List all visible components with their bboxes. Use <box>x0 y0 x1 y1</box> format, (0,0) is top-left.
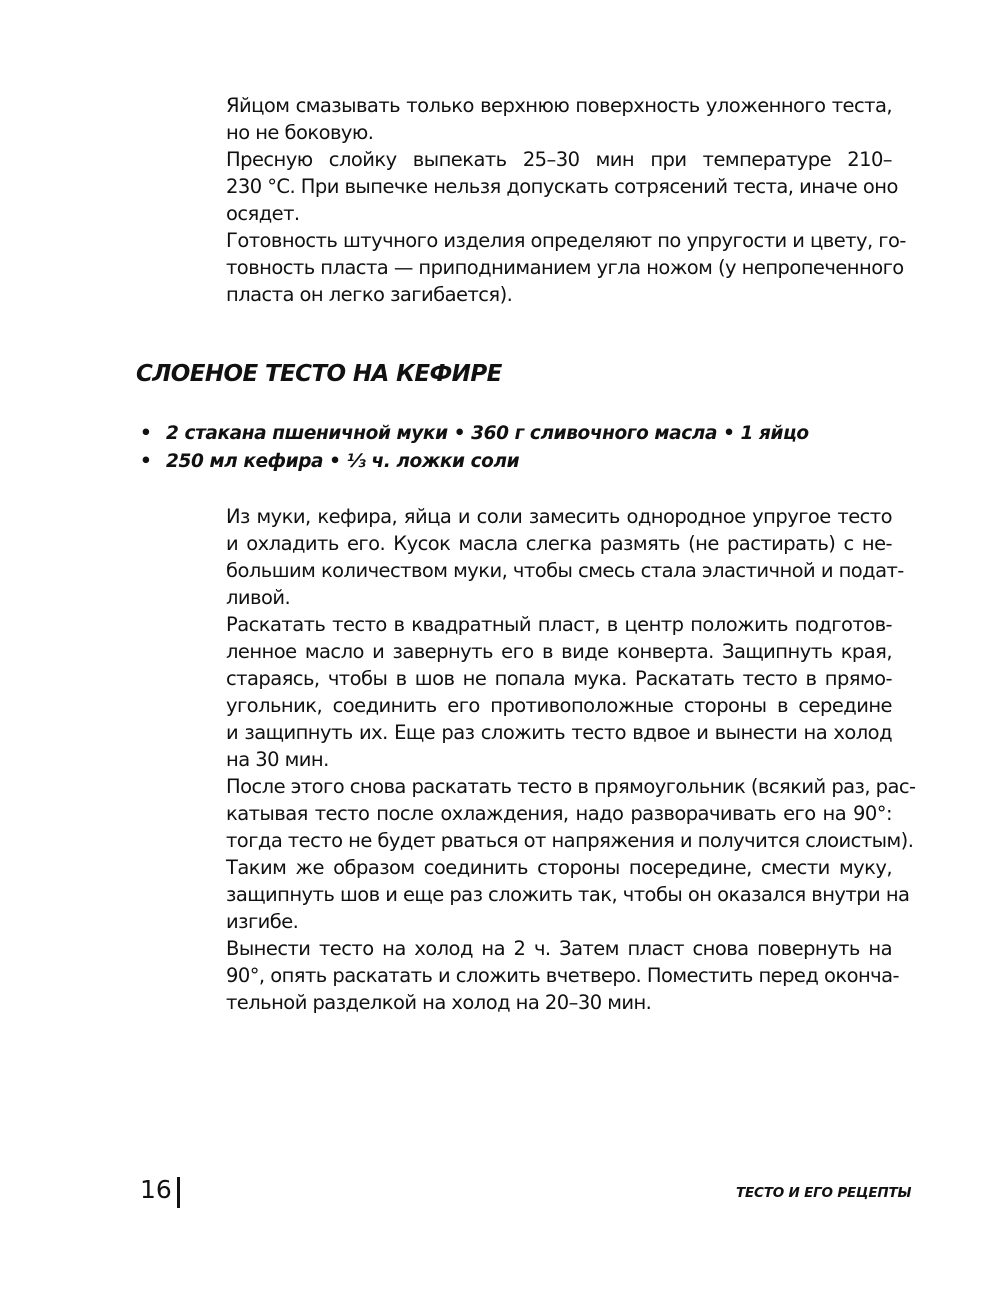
footer-divider <box>177 1177 180 1208</box>
instruction-line: ленное масло и завернуть его в виде конверта. Защипнуть края, <box>226 640 892 663</box>
recipe-title: СЛОЕНОЕ ТЕСТО НА КЕФИРЕ <box>136 361 502 387</box>
instruction-line: Из муки, кефира, яйца и соли замесить однородное упругое тесто <box>226 505 892 528</box>
intro-line: но не боковую. <box>226 121 374 144</box>
intro-line: Готовность штучного изделия определяют по упругости и цвету, го- <box>226 229 906 252</box>
ingredient-text: 250 мл кефира • ⅓ ч. ложки соли <box>166 451 520 472</box>
recipe-instructions <box>226 503 916 1016</box>
bullet-icon: • <box>140 451 152 472</box>
intro-paragraphs <box>226 92 906 308</box>
ingredient-text: 2 стакана пшеничной муки • 360 г сливочного масла • 1 яйцо <box>166 423 809 444</box>
ingredient-list <box>140 420 900 476</box>
instruction-line: 90°, опять раскатать и сложить вчетверо. Поместить перед оконча- <box>226 964 899 987</box>
instruction-line: и защипнуть их. Еще раз сложить тесто вдвое и вынести на холод <box>226 721 892 744</box>
intro-line: Яйцом смазывать только верхнюю поверхность уложенного теста, <box>226 94 892 117</box>
intro-line: осядет. <box>226 202 300 225</box>
instruction-line: изгибе. <box>226 910 299 933</box>
instruction-line: Раскатать тесто в квадратный пласт, в центр положить подготов- <box>226 613 892 636</box>
intro-line: 230 °С. При выпечке нельзя допускать сотрясений теста, иначе оно <box>226 175 898 198</box>
ingredient-line <box>140 448 900 476</box>
bullet-icon: • <box>140 423 152 444</box>
page-number: 16 <box>140 1175 172 1204</box>
instruction-line: большим количеством муки, чтобы смесь стала эластичной и подат- <box>226 559 904 582</box>
instruction-line: на 30 мин. <box>226 748 329 771</box>
instruction-line: защипнуть шов и еще раз сложить так, чтобы он оказался внутри на <box>226 883 910 906</box>
instruction-line: ливой. <box>226 586 291 609</box>
instruction-line: и охладить его. Кусок масла слегка размять (не растирать) с не- <box>226 532 892 555</box>
instruction-line: Таким же образом соединить стороны посередине, смести муку, <box>226 856 892 879</box>
instruction-line: катывая тесто после охлаждения, надо разворачивать его на 90°: <box>226 802 892 825</box>
ingredient-line <box>140 420 900 448</box>
instruction-line: тельной разделкой на холод на 20–30 мин. <box>226 991 652 1014</box>
instruction-line: стараясь, чтобы в шов не попала мука. Раскатать тесто в прямо- <box>226 667 892 690</box>
instruction-line: После этого снова раскатать тесто в прямоугольник (всякий раз, рас- <box>226 775 916 798</box>
intro-line: Пресную слойку выпекать 25–30 мин при температуре 210– <box>226 148 892 171</box>
instruction-line: тогда тесто не будет рваться от напряжения и получится слоистым). <box>226 829 914 852</box>
instruction-line: Вынести тесто на холод на 2 ч. Затем пласт снова повернуть на <box>226 937 892 960</box>
intro-line: пласта он легко загибается). <box>226 283 513 306</box>
running-footer-title: ТЕСТО И ЕГО РЕЦЕПТЫ <box>736 1185 912 1201</box>
instruction-line: угольник, соединить его противоположные стороны в середине <box>226 694 892 717</box>
intro-line: товность пласта — приподниманием угла ножом (у непропеченного <box>226 256 904 279</box>
